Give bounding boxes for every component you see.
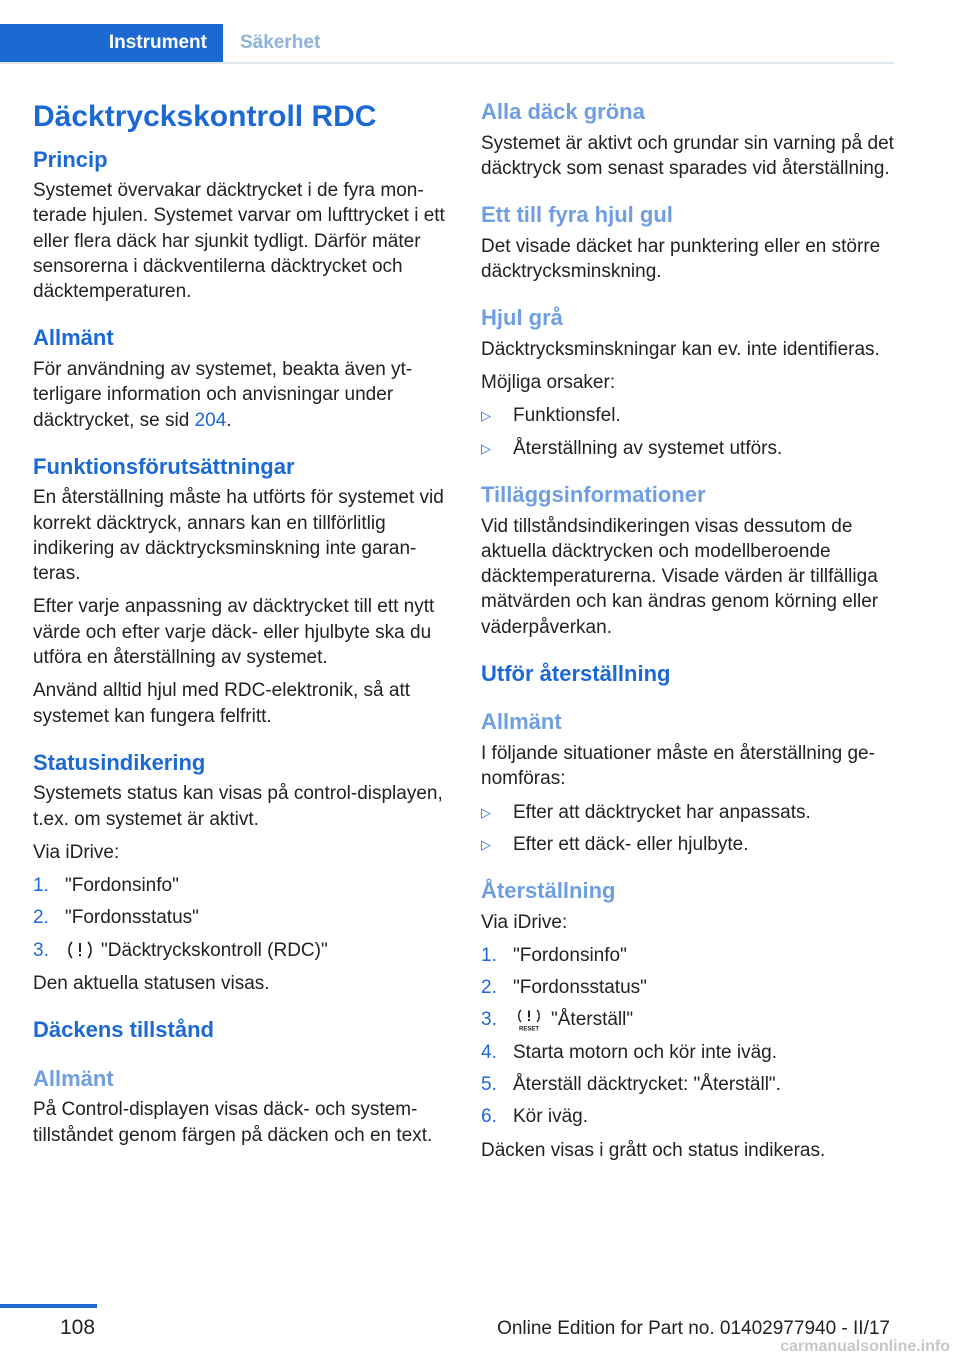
status-result: Den aktuella statusen visas. [33, 972, 270, 994]
funktion-text-1: En återställning måste ha utförts för systemet vid korrekt däcktryck, annars kan en tillförlitlig indikering av däcktrycksminskning inte garanteras. [33, 487, 444, 585]
heading-alla-dack-grona: Alla däck gröna [481, 99, 645, 124]
triangle-bullet-icon: ▷ [481, 440, 491, 456]
list-item: 4. Starta motorn och kör inte iväg. [481, 1041, 778, 1063]
tire-reset-icon [515, 1008, 543, 1032]
svg-text:RESET: RESET [518, 1026, 540, 1033]
edition-info: Online Edition for Part no. 01402977940 - II/17 [497, 1318, 890, 1339]
left-column [33, 98, 448, 1156]
situations-list [481, 800, 896, 858]
watermark: carmanualsonline.info [780, 1338, 950, 1355]
tab-sakerhet[interactable]: Säkerhet [240, 32, 321, 53]
list-item: 1. "Fordonsinfo" [481, 944, 627, 966]
subheading-allmant: Allmänt [481, 709, 562, 735]
triangle-bullet-icon: ▷ [481, 408, 491, 424]
heading-dackens-tillstand: Däckens tillstånd [33, 1017, 214, 1043]
heading-hjul-gra: Hjul grå [481, 305, 563, 331]
funktion-text-2: Efter varje anpassning av däcktrycket till ett nytt värde och efter varje däck- eller hjulbyte ska du utföra en återställning av systemet. [33, 596, 435, 668]
list-item: 6. Kör iväg. [481, 1106, 588, 1128]
list-item: 5. Återställ däcktrycket: "Återställ". [481, 1074, 781, 1095]
tillagg-text: Vid tillståndsindikeringen visas dessutom de aktuella däcktrycken och modellberoende däcktemperaturerna. Visade värden är tillfälliga mätvärden och kan ändras genom körning eller väderpåverkan. [481, 515, 879, 638]
subheading-allmant: Allmänt [33, 1065, 114, 1091]
heading-allmant: Allmänt [33, 325, 114, 351]
gra-orsaker: Möjliga orsaker: [481, 372, 616, 394]
page-title: Däcktryckskontroll RDC [33, 100, 377, 133]
list-item: 3. RESET "Återställ" [481, 1009, 634, 1033]
heading-funktionsforutsattningar: Funktionsförutsättningar [33, 453, 295, 479]
right-column [481, 98, 896, 1171]
list-item: 2. "Fordonsstatus" [33, 907, 199, 929]
tire-warning-icon [67, 939, 93, 961]
triangle-bullet-icon: ▷ [481, 804, 491, 820]
footer-accent-line [0, 1304, 97, 1308]
grona-text: Systemet är aktivt och grundar sin varning på det däcktryck som senast sparades vid återställning. [481, 132, 894, 179]
princip-text: Systemet övervakar däcktrycket i de fyra monterade hjulen. Systemet varvar om lufttrycket i ett eller flera däck har sjunkit tydligt. Därför mäter sensorerna i däckventilerna däcktrycket och däcktemperaturen. [33, 180, 445, 303]
aterstallning-outro: Däcken visas i grått och status indikeras. [481, 1139, 826, 1161]
top-navigation [0, 24, 895, 64]
triangle-bullet-icon: ▷ [481, 836, 491, 852]
list-item: ▷ Återställning av systemet utförs. [481, 437, 783, 459]
heading-tillaggsinformationer: Tilläggsinformationer [481, 481, 706, 507]
gra-text: Däcktrycksminskningar kan ev. inte identifieras. [481, 338, 880, 360]
heading-princip: Princip [33, 146, 108, 172]
list-item: 1. "Fordonsinfo" [33, 875, 179, 897]
page-link-204[interactable]: 204 [194, 409, 227, 431]
list-item: ▷ Funktionsfel. [481, 405, 621, 427]
list-item: ▷ Efter att däcktrycket har anpassats. [481, 801, 811, 823]
status-text: Systemets status kan visas på control-displayen, t.ex. om systemet är aktivt. [33, 783, 443, 830]
funktion-text-3: Använd alltid hjul med RDC-elektronik, så att systemet kan fungera felfritt. [33, 680, 411, 727]
list-item: 3. "Däcktryckskontroll (RDC)" [33, 939, 328, 961]
list-item: ▷ Efter ett däck- eller hjulbyte. [481, 833, 749, 855]
heading-utfor-aterstallning: Utför återställning [481, 660, 671, 686]
list-item: 2. "Fordonsstatus" [481, 977, 647, 999]
page-number: 108 [60, 1316, 96, 1339]
heading-ett-till-fyra-hjul-gul: Ett till fyra hjul gul [481, 202, 673, 228]
tab-instrument[interactable]: Instrument [0, 24, 223, 62]
allmant-text: För användning av systemet, beakta även ytterligare information och anvisningar under däcktrycket, se sid 204. [33, 359, 413, 431]
dackens-text: På Control-displayen visas däck- och systemtillståndet genom färgen på däcken och en text. [33, 1099, 433, 1146]
status-steps [33, 873, 448, 963]
heading-statusindikering: Statusindikering [33, 749, 206, 775]
gul-text: Det visade däcket har punktering eller en större däcktrycksminskning. [481, 235, 881, 282]
status-via-idrive: Via iDrive: [33, 841, 120, 863]
aterstallning-intro: Via iDrive: [481, 911, 568, 933]
orsaker-list [481, 403, 896, 461]
utfor-text: I följande situationer måste en återställning genomföras: [481, 743, 875, 790]
reset-steps [481, 943, 896, 1130]
heading-aterstallning: Återställning [481, 878, 616, 904]
